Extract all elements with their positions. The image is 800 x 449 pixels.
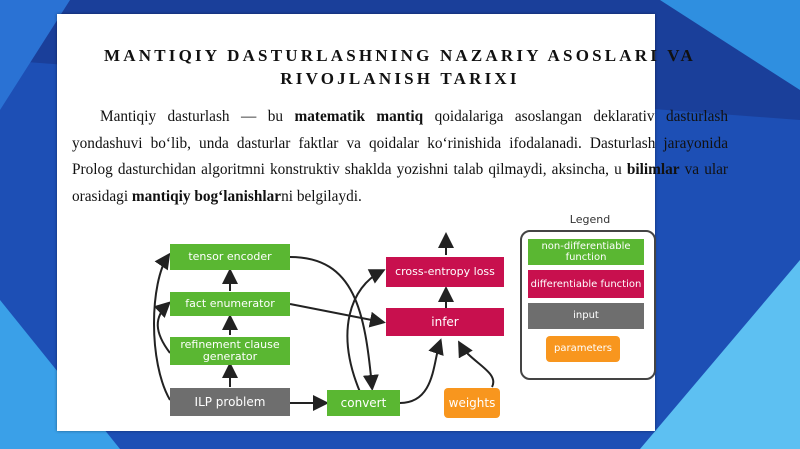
para-text-3: va ular orasidagi — [72, 161, 728, 205]
legend-title: Legend — [569, 213, 611, 226]
fact-enumerator-node: fact enumerator — [170, 292, 290, 316]
legend-input: input — [528, 303, 644, 329]
ilp-diagram — [150, 212, 665, 427]
legend-non-differentiable: non-differentiable function — [528, 239, 644, 265]
tensor-encoder-node: tensor encoder — [170, 244, 290, 270]
para-bold-matematik-mantiq: matematik mantiq — [294, 108, 424, 125]
para-text-1: Mantiqiy dasturlash — bu — [100, 108, 295, 125]
cross-entropy-loss-node: cross-entropy loss — [386, 257, 504, 287]
intro-paragraph — [72, 104, 728, 210]
para-bold-mantiqiy-boglanishlar: mantiqiy bog‘lanishlar — [131, 187, 282, 205]
refinement-clause-generator-node: refinement clause generator — [170, 337, 290, 365]
para-bold-bilimlar: bilimlar — [626, 161, 680, 178]
weights-node: weights — [444, 388, 500, 418]
convert-node: convert — [327, 390, 400, 416]
infer-node: infer — [386, 308, 504, 336]
para-text-4: ni belgilaydi. — [281, 187, 362, 205]
legend-differentiable: differentiable function — [528, 270, 644, 298]
para-text-2: qoidalariga asoslangan deklarativ dasturlash yondashuvi bo‘lib, unda dasturlar faktlar va qoidalar ko‘rinishida ifodalanadi. Dasturlash jarayonida Prolog dasturchidan algoritmni konstruktiv shaklda yozishni talab qilmaydi, aksincha, u — [72, 108, 728, 178]
slide-title: MANTIQIY DASTURLASHNING NAZARIY ASOSLARI VA RIVOJLANISH TARIXI — [104, 46, 696, 88]
legend-parameters: parameters — [546, 336, 620, 362]
ilp-problem-node: ILP problem — [170, 388, 290, 416]
